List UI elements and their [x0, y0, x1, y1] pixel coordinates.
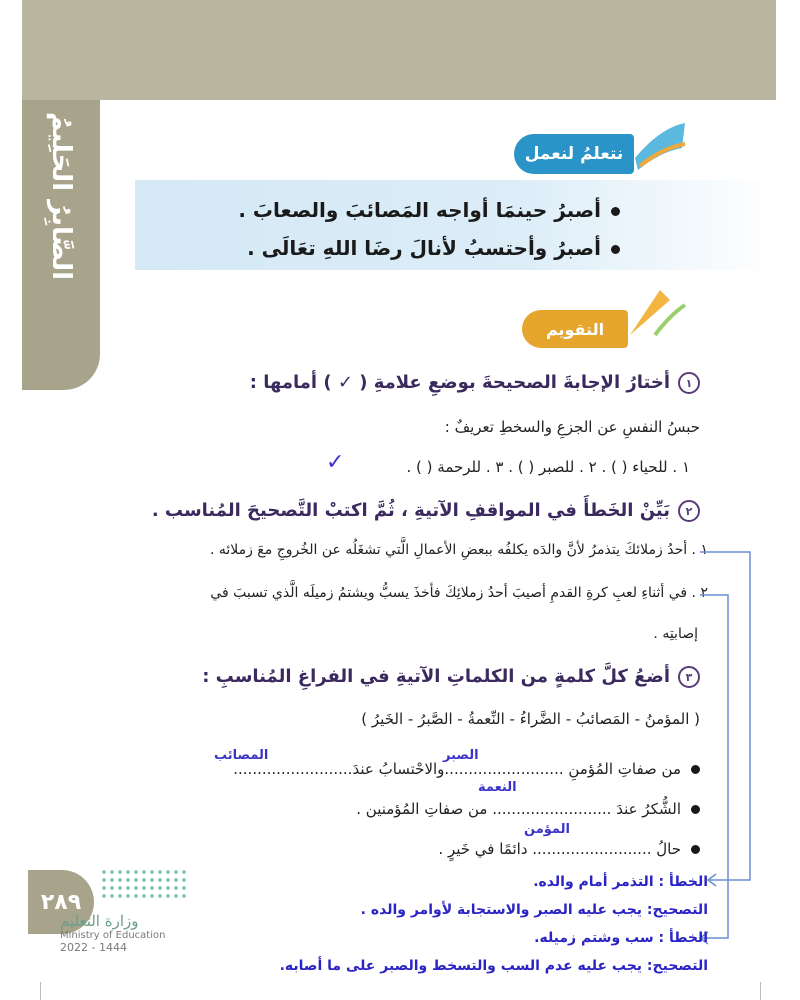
- learn-banner-label: نتعلمُ لنعمل: [524, 144, 624, 164]
- answer-line: الخطأ : سب وشتم زميله.: [534, 930, 708, 946]
- learn-banner: [514, 134, 634, 174]
- lesson-title-text: الصَّابِرُ الحَلِيمُ: [46, 112, 76, 281]
- handwritten-answer: المؤمن: [524, 822, 570, 837]
- fill-line: [356, 800, 700, 818]
- fill-line: [438, 840, 700, 858]
- bullet-icon: [611, 245, 620, 254]
- fill-line-text: حالُ ......................... دائمًا في خَيرٍ .: [438, 840, 681, 858]
- page-number-text: ٢٨٩: [40, 889, 82, 915]
- handwritten-answer: النعمة: [478, 780, 517, 795]
- ministry-name-en: Ministry of Education: [60, 930, 166, 941]
- ministry-name-ar: وزارة التعليم: [60, 912, 139, 930]
- handwritten-answer: المصائب: [214, 748, 269, 763]
- ministry-year: 2022 - 1444: [60, 941, 127, 954]
- question-1-title: [250, 372, 700, 394]
- learning-goal: [247, 236, 620, 260]
- question-number: ٢: [678, 500, 700, 522]
- pen-icon: [620, 285, 690, 345]
- goal-text: أصبرُ وأحتسبُ لأنالَ رضَا اللهِ تعَالَى .: [247, 236, 601, 260]
- check-mark: ✓: [326, 450, 345, 475]
- book-icon: [630, 118, 690, 178]
- crop-mark: [760, 982, 761, 1000]
- question-1-options: ١ . للحياء ( ) . ٢ . للصبر ( ) . ٣ . للرحمة ( ) .: [406, 458, 690, 476]
- question-1-stem: حبسُ النفسِ عن الجزعِ والسخطِ تعريفٌ :: [444, 418, 700, 436]
- question-3-title: [202, 666, 700, 688]
- question-number: ١: [678, 372, 700, 394]
- answer-line: الخطأ : التذمر أمام والده.: [533, 874, 708, 890]
- bullet-icon: [611, 207, 620, 216]
- ministry-logo: [60, 912, 165, 954]
- ministry-logo-dots: [100, 868, 190, 898]
- question-text: أختارُ الإجابةَ الصحيحةَ بوضعِ علامةِ ( ✓ ) أمامها :: [249, 372, 670, 393]
- answer-line: التصحيح: يجب عليه الصبر والاستجابة لأوامر والده .: [360, 902, 708, 918]
- question-number: ٣: [678, 666, 700, 688]
- question-text: بَيِّنْ الخَطأَ في المواقفِ الآتيةِ ، ثُمَّ اكتبْ التَّصحيحَ المُناسب .: [151, 500, 670, 521]
- question-2-item-2-cont: إصابتِه .: [653, 626, 698, 642]
- fill-line-text: الشُّكرُ عندَ ......................... من صفاتِ المُؤمنين .: [356, 800, 681, 818]
- answer-line: التصحيح: يجب عليه عدم السب والتسخط والصبر على ما أصابه.: [279, 958, 708, 974]
- fill-line-text: من صفاتِ المُؤمنِ .........................والاحْتسابُ عندَ.........................: [233, 760, 681, 778]
- question-2-item-1: ١ . أحدُ زملائكَ يتذمرُ لأنَّ والدَه يكلفُه ببعضِ الأعمالِ الَّتي تشغَلُه عن الخُروجِ معَ زملائه .: [209, 542, 708, 558]
- learning-goal: [238, 198, 620, 222]
- header-band: [22, 0, 776, 100]
- word-bank: ( المؤمنُ - المَصائبُ - الضَّراءُ - النِّعمةُ - الصَّبرُ - الخَيرُ ): [361, 710, 700, 728]
- question-2-title: [152, 500, 700, 522]
- evaluation-banner-label: التقويم: [545, 319, 605, 339]
- goal-text: أصبرُ حينمَا أواجه المَصائبَ والصعابَ .: [238, 198, 601, 222]
- evaluation-banner: [522, 310, 628, 348]
- handwritten-answer: الصبر: [443, 748, 479, 763]
- lesson-title-vertical: [22, 100, 100, 390]
- crop-mark: [40, 982, 41, 1000]
- question-2-item-2: ٢ . في أثناءِ لعبِ كرةِ القدمِ أصيبَ أحدُ زملائِكَ فأخذَ يسبُّ ويشتمُ زميلَه الَّذي تسببَ في: [210, 585, 708, 601]
- question-text: أضعُ كلَّ كلمةٍ من الكلماتِ الآتيةِ في الفراغِ المُناسبِ :: [202, 666, 670, 687]
